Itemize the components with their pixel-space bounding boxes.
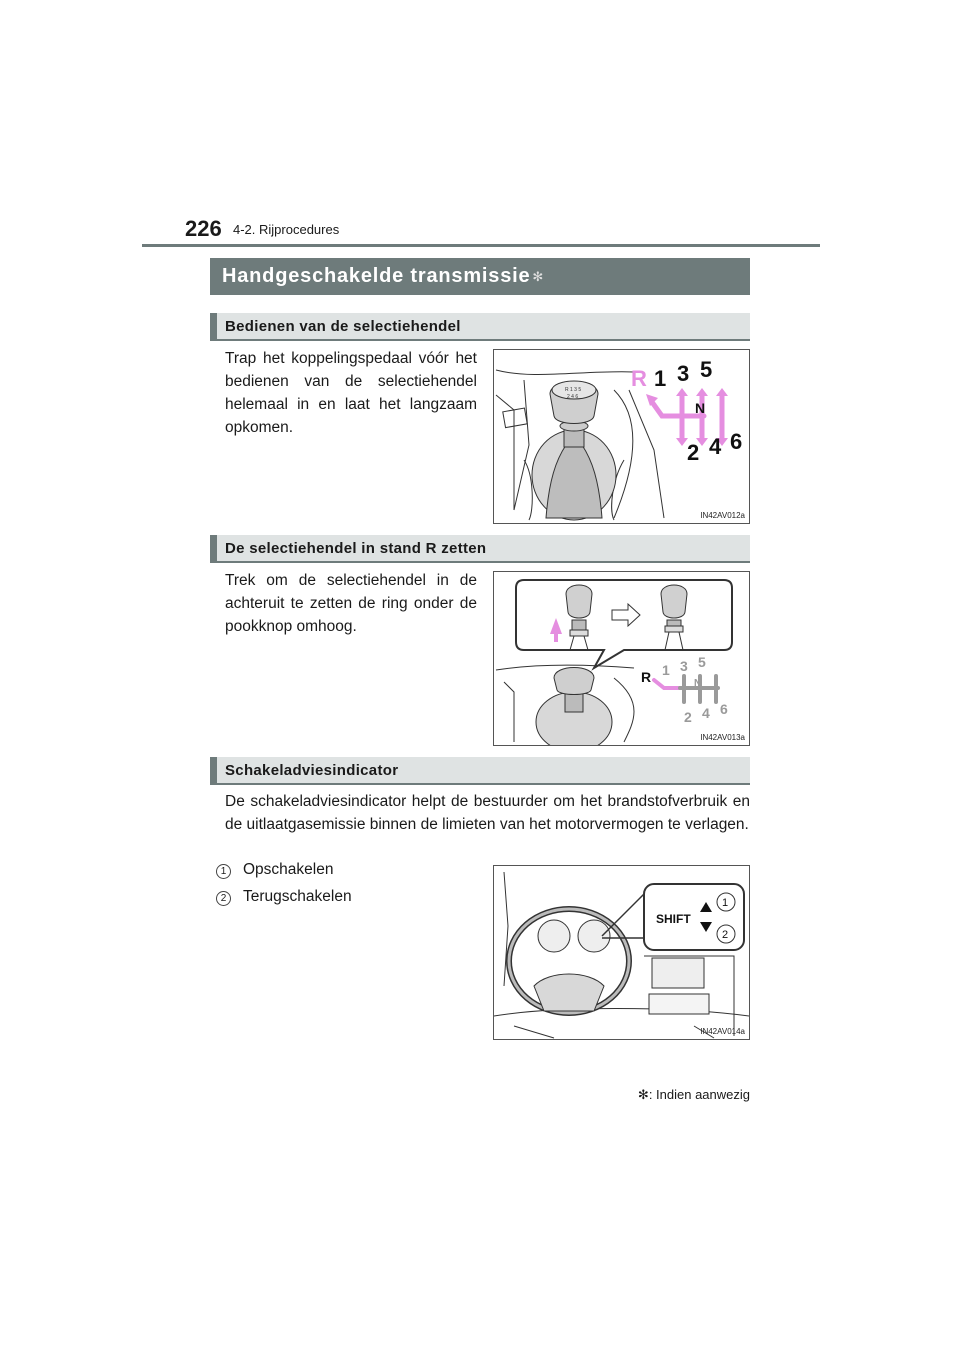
gear-6-label: 6: [720, 701, 728, 717]
svg-text:R 1 3 5: R 1 3 5: [565, 387, 582, 393]
footnote: ✻: Indien aanwezig: [637, 1087, 750, 1102]
callout-2: 2: [722, 929, 729, 941]
gear-5-label: 5: [698, 654, 706, 670]
section-heading-label: De selectiehendel in stand R zetten: [225, 539, 487, 557]
section-heading-label: Bedienen van de selectiehendel: [225, 317, 461, 335]
optional-star-icon: ✻: [532, 268, 544, 284]
list-number-2: 2: [216, 891, 231, 906]
figure-code: IN42AV014a: [700, 1027, 745, 1036]
gear-4-label: 4: [702, 705, 710, 721]
section-text-operating-lever: Trap het koppelingspedaal vóór het bedienen van de selectiehendel helemaal in en laat het langzaam opkomen.: [225, 350, 477, 436]
figure-reverse-ring: [493, 571, 750, 746]
gear-r-label: R: [631, 366, 647, 391]
list-number-1: 1: [216, 864, 231, 879]
section-heading-reverse: [210, 535, 750, 563]
page-title-bar: [210, 258, 750, 295]
gear-5-label: 5: [700, 357, 713, 382]
gear-1-label: 1: [662, 662, 670, 678]
gear-n-label: N: [695, 400, 706, 416]
figure-code: IN42AV012a: [700, 511, 745, 520]
list-item-downshift: Terugschakelen: [243, 888, 352, 905]
gear-n-label: N: [694, 678, 702, 689]
figure-code: IN42AV013a: [700, 733, 745, 742]
section-heading-operating-lever: [210, 313, 750, 341]
gear-4-label: 4: [709, 434, 722, 459]
header-divider: [142, 244, 820, 247]
section-text-shift-indicator: De schakeladviesindicator helpt de bestuurder om het brandstofverbruik en de uitlaatgasemissie binnen de limieten van het motorvermogen te verlagen.: [225, 793, 750, 833]
gear-2-label: 2: [687, 440, 700, 465]
page-title: Handgeschakelde transmissie: [222, 265, 531, 287]
gear-r-label: R: [641, 669, 652, 685]
figure-shift-lever: [493, 349, 750, 524]
shift-lever-illustration: [494, 350, 749, 523]
figure-shift-indicator: [493, 865, 750, 1040]
section-text-reverse: Trek om de selectiehendel in de achteruit te zetten de ring onder de pookknop omhoog.: [225, 572, 477, 635]
gear-3-label: 3: [680, 658, 688, 674]
list-item-upshift: Opschakelen: [243, 861, 334, 878]
gear-2-label: 2: [684, 709, 692, 725]
dashboard-illustration: [494, 866, 749, 1039]
shift-indicator-label: SHIFT: [656, 912, 691, 926]
gear-path-arrows: [652, 396, 722, 438]
gear-6-label: 6: [730, 429, 743, 454]
section-heading-shift-indicator: [210, 757, 750, 785]
gear-1-label: 1: [654, 366, 667, 391]
callout-1: 1: [722, 897, 729, 909]
gear-3-label: 3: [677, 361, 690, 386]
section-breadcrumb: 4-2. Rijprocedures: [233, 222, 340, 237]
reverse-ring-illustration: [494, 572, 749, 745]
section-heading-label: Schakeladviesindicator: [225, 761, 399, 779]
page-number: 226: [185, 216, 222, 241]
svg-text:2 4 6: 2 4 6: [567, 394, 579, 400]
